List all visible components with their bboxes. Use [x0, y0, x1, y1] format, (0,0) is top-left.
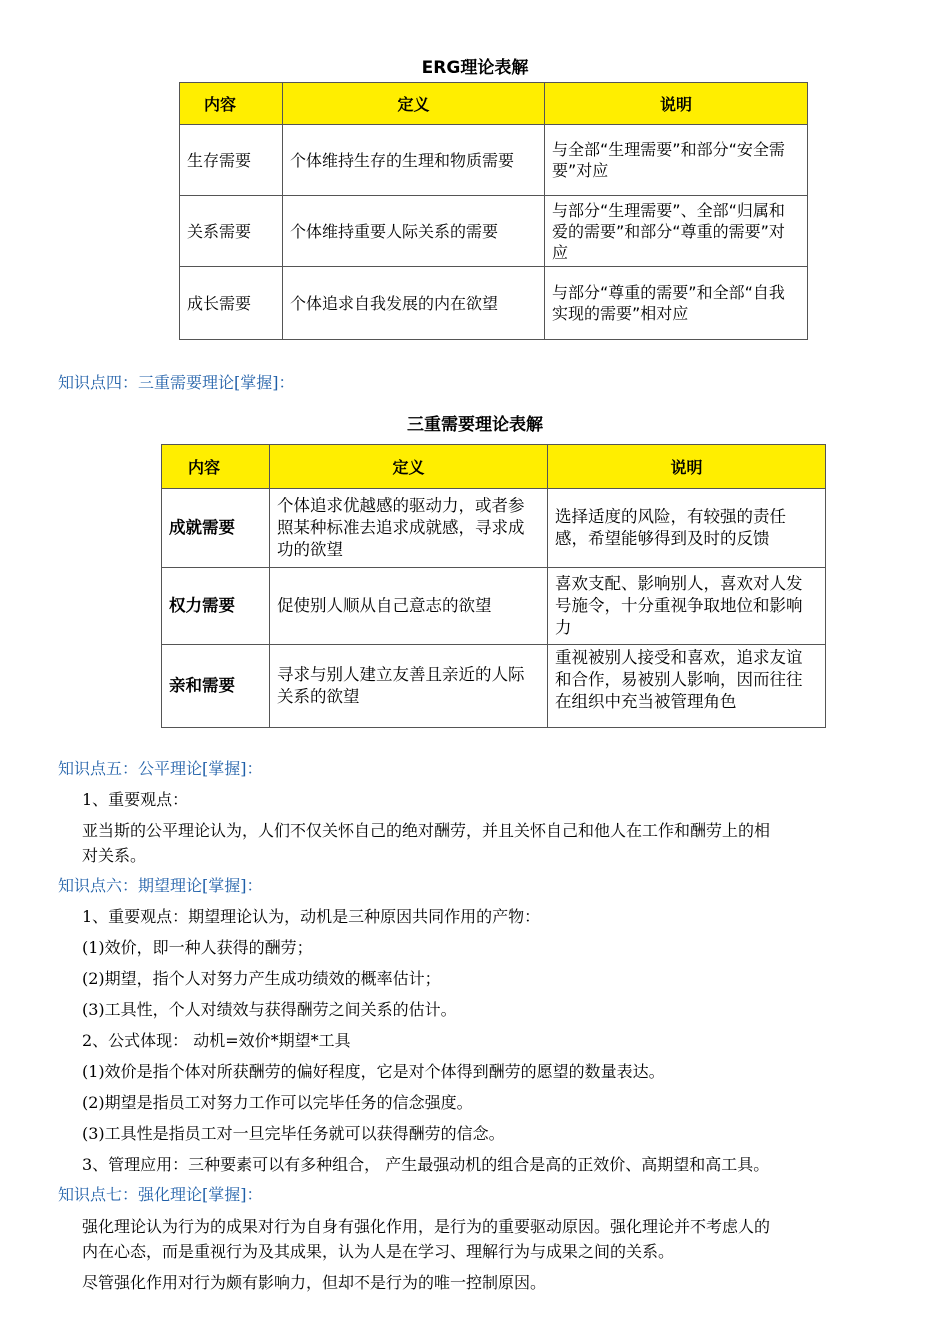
- paragraph-line: (2)期望是指员工对努力工作可以完毕任务的信念强度。: [82, 1093, 473, 1112]
- section-heading-6: 知识点六：期望理论[掌握]：: [58, 876, 263, 895]
- table-row: [162, 489, 826, 568]
- erg-table-title: ERG理论表解: [421, 58, 529, 78]
- table-row: [180, 267, 808, 340]
- paragraph-line: 对关系。: [82, 846, 147, 865]
- triple-header-content: 内容: [162, 445, 270, 489]
- erg-table: [179, 82, 808, 340]
- triple-cell: 重视被别人接受和喜欢，追求友谊和合作，易被别人影响，因而往往在组织中充当被管理角色: [555, 648, 803, 711]
- paragraph-line: (3)工具性是指员工对一旦完毕任务就可以获得酬劳的信念。: [82, 1124, 505, 1143]
- triple-table-title: 三重需要理论表解: [407, 415, 543, 435]
- erg-cell: 个体追求自我发展的内在欲望: [283, 267, 545, 340]
- erg-header-content: 内容: [180, 83, 283, 125]
- paragraph-line: 2、公式体现： 动机=效价*期望*工具: [82, 1031, 351, 1050]
- erg-cell: 与全部“生理需要”和部分“安全需要”对应: [545, 125, 808, 196]
- triple-table: [161, 444, 826, 728]
- section-heading-7: 知识点七：强化理论[掌握]：: [58, 1185, 263, 1204]
- paragraph-line: (3)工具性，个人对绩效与获得酬劳之间关系的估计。: [82, 1000, 457, 1019]
- triple-cell: 寻求与别人建立友善且亲近的人际关系的欲望: [270, 645, 548, 728]
- paragraph-line: 尽管强化作用对行为颇有影响力，但却不是行为的唯一控制原因。: [82, 1273, 547, 1292]
- erg-cell: 成长需要: [180, 267, 283, 340]
- section-heading-4: 知识点四：三重需要理论[掌握]：: [58, 373, 295, 392]
- table-row: [162, 645, 826, 728]
- triple-cell: 喜欢支配、影响别人，喜欢对人发号施令，十分重视争取地位和影响力: [548, 568, 826, 645]
- triple-cell-wrapper: [548, 645, 826, 728]
- paragraph-line: 强化理论认为行为的成果对行为自身有强化作用，是行为的重要驱动原因。强化理论并不考虑人的: [82, 1217, 771, 1236]
- erg-cell: 与部分“生理需要”、全部“归属和爱的需要”和部分“尊重的需要”对应: [545, 196, 808, 267]
- paragraph-line: 内在心态，而是重视行为及其成果，认为人是在学习、理解行为与成果之间的关系。: [82, 1242, 675, 1261]
- erg-header-definition: 定义: [283, 83, 545, 125]
- paragraph-line: (1)效价，即一种人获得的酬劳；: [82, 938, 313, 957]
- triple-cell: 权力需要: [162, 568, 270, 645]
- paragraph-line: (2)期望，指个人对努力产生成功绩效的概率估计；: [82, 969, 441, 988]
- erg-cell: 关系需要: [180, 196, 283, 267]
- paragraph-line: (1)效价是指个体对所获酬劳的偏好程度，它是对个体得到酬劳的愿望的数量表达。: [82, 1062, 665, 1081]
- table-row: [180, 196, 808, 267]
- paragraph-line: 1、重要观点：: [82, 790, 189, 809]
- erg-cell: 与部分“尊重的需要”和全部“自我实现的需要”相对应: [545, 267, 808, 340]
- paragraph-line: 亚当斯的公平理论认为，人们不仅关怀自己的绝对酬劳，并且关怀自己和他人在工作和酬劳上的相: [82, 821, 771, 840]
- triple-cell: 亲和需要: [162, 645, 270, 728]
- paragraph-line: 3、管理应用：三种要素可以有多种组合， 产生最强动机的组合是高的正效价、高期望和高工具。: [82, 1155, 770, 1174]
- triple-header-definition: 定义: [270, 445, 548, 489]
- erg-header-explanation: 说明: [545, 83, 808, 125]
- paragraph-line: 1、重要观点：期望理论认为，动机是三种原因共同作用的产物：: [82, 907, 541, 926]
- erg-cell: 个体维持重要人际关系的需要: [283, 196, 545, 267]
- erg-cell: 个体维持生存的生理和物质需要: [283, 125, 545, 196]
- triple-cell: 成就需要: [162, 489, 270, 568]
- erg-cell: 生存需要: [180, 125, 283, 196]
- table-row: [180, 125, 808, 196]
- table-row: [162, 568, 826, 645]
- triple-header-explanation: 说明: [548, 445, 826, 489]
- section-heading-5: 知识点五：公平理论[掌握]：: [58, 759, 263, 778]
- triple-cell: 选择适度的风险，有较强的责任感，希望能够得到及时的反馈: [548, 489, 826, 568]
- triple-cell: 个体追求优越感的驱动力，或者参照某种标准去追求成就感，寻求成功的欲望: [270, 489, 548, 568]
- triple-cell: 促使别人顺从自己意志的欲望: [270, 568, 548, 645]
